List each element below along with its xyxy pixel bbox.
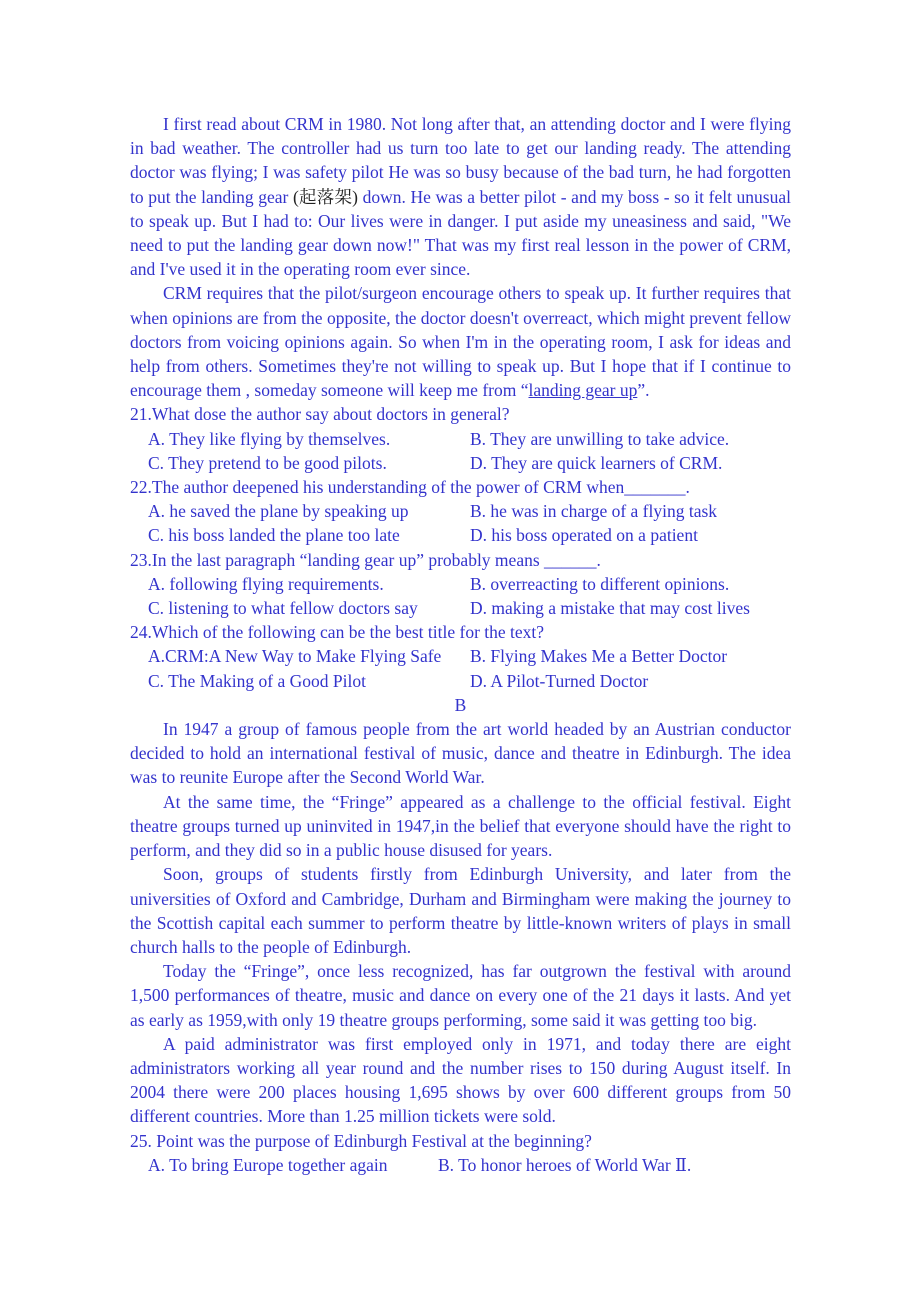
- question-23-option-b: B. overreacting to different opinions.: [470, 573, 730, 594]
- question-22-option-a: A. he saved the plane by speaking up: [148, 501, 409, 522]
- question-23-option-a: A. following flying requirements.: [148, 573, 384, 594]
- question-25-option-a: A. To bring Europe together again: [148, 1154, 388, 1175]
- question-23-options-row-2: [130, 596, 791, 620]
- passage-b-paragraph-1: In 1947 a group of famous people from the art world headed by an Austrian conductor decided to hold an international festival of music, dance and theatre in Edinburgh. The idea was to reunite Europe after the Second World War.: [130, 719, 791, 788]
- passage-a-p1-text-after-chinese: down. He was a better pilot - and my boss - so it felt unusual to speak up. But I had to: Our lives were in danger. I put aside my uneasiness and said, "We need to put the landing gear down now!" That was my first real lesson in the power of CRM, and I've used it in the operating room ever since.: [130, 186, 791, 280]
- underlined-phrase-landing-gear-up: landing gear up: [528, 380, 638, 401]
- question-21-options-row-1: [130, 427, 791, 451]
- passage-a-p1-text-before-chinese: I first read about CRM in 1980. Not long after that, an attending doctor and I were flying in bad weather. The controller had us turn too late to get our landing ready. The attending doctor was flying; I was safety pilot He was so busy because of the bad turn, he had forgotten to put the landing gear: [130, 114, 791, 207]
- passage-a-p2-text-after-underline: ”.: [637, 380, 650, 401]
- passage-b-section-label: B: [454, 694, 467, 715]
- passage-b-paragraph-3: Soon, groups of students firstly from Edinburgh University, and later from the universities of Oxford and Cambridge, Durham and Birmingham were making the journey to the Scottish capital each summer to perform theatre by little-known writers of plays in small church halls to the people of Edinburgh.: [130, 864, 791, 957]
- question-24-options-row-1: [130, 644, 791, 668]
- passage-b-paragraph-2: At the same time, the “Fringe” appeared as a challenge to the official festival. Eight theatre groups turned up uninvited in 1947,in the belief that everyone should have the right to perform, and they did so in a public house disused for years.: [130, 791, 791, 861]
- question-23-stem: 23.In the last paragraph “landing gear up” probably means ______.: [130, 549, 601, 570]
- question-24-option-d: D. A Pilot-Turned Doctor: [470, 670, 649, 691]
- question-24-option-a: A.CRM:A New Way to Make Flying Safe: [148, 646, 442, 667]
- passage-b-paragraph-4: Today the “Fringe”, once less recognized, has far outgrown the festival with around 1,500 performances of theatre, music and dance on every one of the 21 days it lasts. And yet as early as 1959,with only 19 theatre groups performing, some said it was getting too big.: [130, 961, 791, 1030]
- question-23-option-d: D. making a mistake that may cost lives: [470, 598, 750, 619]
- passage-a-paragraph-1: [130, 112, 791, 281]
- document-content: [130, 112, 791, 1177]
- question-22-option-b: B. he was in charge of a flying task: [470, 501, 718, 522]
- passage-b-paragraph-5: A paid administrator was first employed only in 1971, and today there are eight administrators working all year round and the number rises to 150 during August itself. In 2004 there were 200 places housing 1,695 shows by over 600 different groups from 50 different countries. More than 1.25 million tickets were sold.: [130, 1033, 791, 1127]
- question-24-stem: 24.Which of the following can be the best title for the text?: [130, 622, 545, 643]
- question-22-option-c: C. his boss landed the plane too late: [148, 525, 400, 546]
- question-25-stem: 25. Point was the purpose of Edinburgh Festival at the beginning?: [130, 1130, 592, 1151]
- question-22-options-row-1: [130, 499, 791, 523]
- question-23-option-c: C. listening to what fellow doctors say: [148, 598, 418, 619]
- question-25-options-row-1: [130, 1153, 791, 1177]
- chinese-term-landing-gear: (起落架): [292, 186, 358, 207]
- question-21-option-d: D. They are quick learners of CRM.: [470, 452, 723, 473]
- question-25-option-b: B. To honor heroes of World War Ⅱ.: [438, 1154, 692, 1175]
- passage-a-p2-text-before-underline: CRM requires that the pilot/surgeon encourage others to speak up. It further requires that when opinions are from the opposite, the doctor doesn't overreact, which might prevent fellow doctors from voicing opinions again. So when I'm in the operating room, I ask for ideas and help from others. Sometimes they're not willing to speak up. But I hope that if I continue to encourage them , someday someone will keep me from “: [130, 283, 791, 401]
- question-23-options-row-1: [130, 572, 791, 596]
- question-22-options-row-2: [130, 523, 791, 547]
- question-21-option-b: B. They are unwilling to take advice.: [470, 428, 730, 449]
- question-24-option-b: B. Flying Makes Me a Better Doctor: [470, 646, 728, 667]
- question-21-options-row-2: [130, 451, 791, 475]
- question-24-options-row-2: [130, 669, 791, 693]
- question-24-option-c: C. The Making of a Good Pilot: [148, 670, 366, 691]
- question-22-stem: 22.The author deepened his understanding of the power of CRM when_______.: [130, 477, 690, 498]
- question-21-stem: 21.What dose the author say about doctors in general?: [130, 404, 510, 425]
- question-21-option-a: A. They like flying by themselves.: [148, 428, 391, 449]
- question-21-option-c: C. They pretend to be good pilots.: [148, 452, 387, 473]
- passage-a-paragraph-2: [130, 281, 791, 402]
- question-22-option-d: D. his boss operated on a patient: [470, 525, 698, 546]
